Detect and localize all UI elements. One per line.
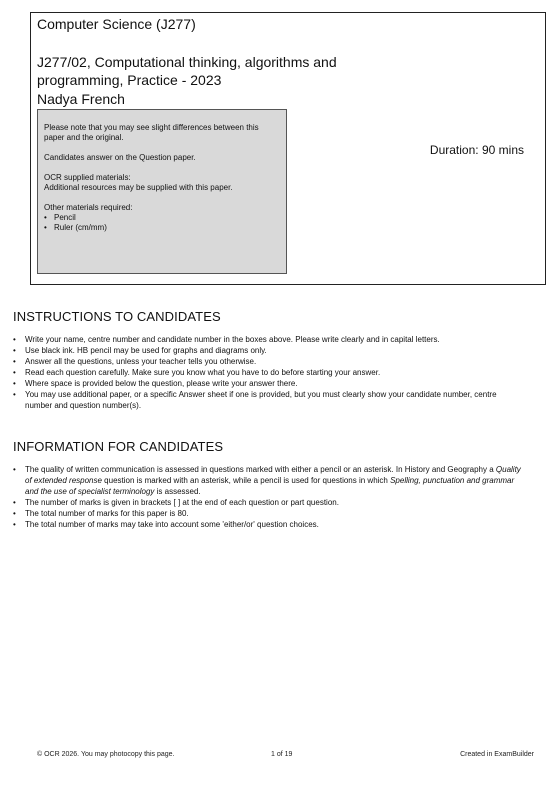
material-item: • Ruler (cm/mm) [44,223,280,233]
answer-location-note: Candidates answer on the Question paper. [44,153,196,162]
footer-created: Created in ExamBuilder [460,751,534,758]
ocr-materials [44,173,280,193]
other-materials-label: Other materials required: [44,203,133,212]
information-list [13,464,523,530]
other-materials-list [44,213,280,233]
duration [430,143,524,157]
list-item: • The total number of marks may take into account some 'either/or' question choices. [13,519,523,530]
list-item: • Where space is provided below the question, please write your answer there. [13,378,523,389]
instructions-list [13,334,523,411]
list-item: • Use black ink. HB pencil may be used for graphs and diagrams only. [13,345,523,356]
info-emphasis: Spelling, punctuation and grammar and the use of specialist terminology [25,476,515,496]
ocr-materials-text: Additional resources may be supplied with this paper. [44,183,233,192]
list-item [13,464,523,497]
candidate-name: Nadya French [37,91,125,107]
duration-value: 90 mins [481,143,524,157]
list-item: • Answer all the questions, unless your teacher tells you otherwise. [13,356,523,367]
footer-page-number: 1 of 19 [271,751,293,758]
materials-info-box [37,109,287,274]
paper-title: J277/02, Computational thinking, algorithms and programming, Practice - 2023 [37,54,337,88]
info-text: question is marked with an asterisk, while a pencil is used for questions in which [101,476,391,485]
list-item: • The number of marks is given in brackets [ ] at the end of each question or part question. [13,497,523,508]
duration-label: Duration: [429,143,479,157]
other-materials [44,203,280,233]
list-item: • Write your name, centre number and candidate number in the boxes above. Please write clearly and in capital letters. [13,334,523,345]
list-item: • The total number of marks for this paper is 80. [13,508,523,519]
difference-note: Please note that you may see slight differences between this paper and the original. [44,123,259,142]
material-item: • Pencil [44,213,280,223]
ocr-materials-label: OCR supplied materials: [44,173,131,182]
footer-copyright: © OCR 2026. You may photocopy this page. [37,751,175,758]
instructions-heading: INSTRUCTIONS TO CANDIDATES [13,309,221,324]
subject-title: Computer Science (J277) [37,16,196,32]
list-item: • You may use additional paper, or a specific Answer sheet if one is provided, but you must clearly show your candidate number, centre number and question number(s). [13,389,523,411]
info-emphasis: Quality of extended response [25,465,521,485]
information-heading: INFORMATION FOR CANDIDATES [13,439,224,454]
info-text: The quality of written communication is assessed in questions marked with either a pencil or an asterisk. In History and Geography a [25,465,496,474]
info-text: is assessed. [154,487,201,496]
list-item: • Read each question carefully. Make sure you know what you have to do before starting your answer. [13,367,523,378]
